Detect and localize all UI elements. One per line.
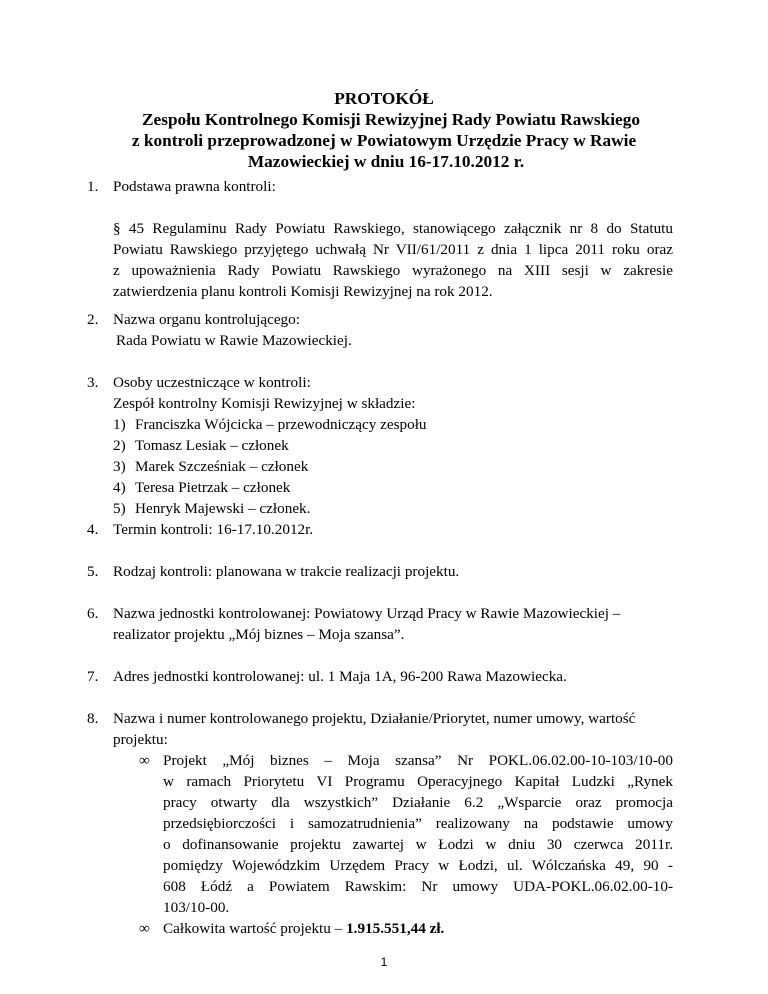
bullet-line: o dofinansowanie projektu zawartej w Łodzi w dniu 30 czerwca 2011r. <box>163 836 673 853</box>
project-bullet-list <box>139 750 673 939</box>
section-text-line: projektu: <box>113 731 168 748</box>
member-name: Tomasz Lesiak – członek <box>135 437 289 454</box>
list-item-number: 5) <box>113 500 126 517</box>
member-list <box>113 414 673 519</box>
section-text-line: realizator projektu „Mój biznes – Moja szansa”. <box>113 626 405 643</box>
section-number: 4. <box>87 521 99 538</box>
section-number: 7. <box>87 668 99 685</box>
bullet-line: 103/10-00. <box>163 899 230 916</box>
bullet-line: w ramach Priorytetu VI Programu Operacyjnego Kapitał Ludzki „Rynek <box>163 773 673 790</box>
list-item <box>139 918 673 939</box>
member-name: Marek Szcześniak – członek <box>135 458 309 475</box>
list-item-number: 3) <box>113 458 126 475</box>
list-item <box>113 456 673 477</box>
section-text-line: Nazwa i numer kontrolowanego projektu, Działanie/Priorytet, numer umowy, wartość <box>113 710 636 727</box>
section-3-participants <box>87 372 673 519</box>
infinity-bullet-icon: ∞ <box>139 752 150 769</box>
project-total-value: 1.915.551,44 zł. <box>346 920 445 937</box>
section-2-controlling-body <box>87 309 673 351</box>
section-number: 2. <box>87 311 99 328</box>
section-value: Rada Powiatu w Rawie Mazowieckiej. <box>116 332 352 349</box>
page-number: 1 <box>380 955 388 969</box>
section-6-controlled-unit <box>87 603 673 645</box>
bullet-line: przedsiębiorczości i samozatrudnienia” realizowany na podstawie umowy <box>163 815 673 832</box>
list-item <box>113 498 673 519</box>
list-item-number: 4) <box>113 479 126 496</box>
section-label: Nazwa organu kontrolującego: <box>113 311 300 328</box>
infinity-bullet-icon: ∞ <box>139 920 150 937</box>
section-text: Termin kontroli: 16-17.10.2012r. <box>113 521 314 538</box>
bullet-line: 608 Łódź a Powiatem Rawskim: Nr umowy UDA-POKL.06.02.00-10- <box>163 878 673 895</box>
member-name: Teresa Pietrzak – członek <box>135 479 291 496</box>
bullet-line: pomiędzy Wojewódzkim Urzędem Pracy w Łodzi, ul. Wólczańska 49, 90 - <box>163 857 673 874</box>
list-item <box>113 414 673 435</box>
bullet-line: Projekt „Mój biznes – Moja szansa” Nr POKL.06.02.00-10-103/10-00 <box>163 752 673 769</box>
section-number: 5. <box>87 563 99 580</box>
section-number: 8. <box>87 710 99 727</box>
section-4-control-date <box>87 519 673 540</box>
legal-basis-paragraph <box>113 218 673 302</box>
title-line-3: z kontroli przeprowadzonej w Powiatowym Urzędzie Pracy w Rawie <box>131 131 637 150</box>
section-label: Osoby uczestniczące w kontroli: <box>113 374 311 391</box>
section-text-line: Nazwa jednostki kontrolowanej: Powiatowy Urząd Pracy w Rawie Mazowieckiej – <box>113 605 621 622</box>
paragraph-line: § 45 Regulaminu Rady Powiatu Rawskiego, stanowiącego załącznik nr 8 do Statutu <box>113 220 673 237</box>
title-line-2: Zespołu Kontrolnego Komisji Rewizyjnej Rady Powiatu Rawskiego <box>142 110 640 129</box>
section-8-project-details <box>87 708 673 939</box>
section-1-legal-basis <box>87 176 673 302</box>
paragraph-line: zatwierdzenia planu kontroli Komisji Rewizyjnej na rok 2012. <box>113 283 493 300</box>
section-label: Podstawa prawna kontroli: <box>113 178 276 195</box>
member-name: Franciszka Wójcicka – przewodniczący zespołu <box>135 416 427 433</box>
section-number: 3. <box>87 374 99 391</box>
paragraph-line: Powiatu Rawskiego przyjętego uchwałą Nr VII/61/2011 z dnia 1 lipca 2011 roku oraz <box>113 241 673 258</box>
document-title <box>0 88 768 172</box>
paragraph-line: z upoważnienia Rady Powiatu Rawskiego wyrażonego na XIII sesji w zakresie <box>113 262 673 279</box>
member-name: Henryk Majewski – członek. <box>135 500 311 517</box>
section-5-control-type <box>87 561 673 582</box>
section-text: Rodzaj kontroli: planowana w trakcie realizacji projektu. <box>113 563 460 580</box>
title-line-1: PROTOKÓŁ <box>334 89 434 108</box>
list-item <box>113 435 673 456</box>
list-item <box>139 750 673 918</box>
section-7-unit-address <box>87 666 673 687</box>
section-text: Adres jednostki kontrolowanej: ul. 1 Maja 1A, 96-200 Rawa Mazowiecka. <box>113 668 567 685</box>
list-item-number: 1) <box>113 416 126 433</box>
list-item <box>113 477 673 498</box>
project-value-label: Całkowita wartość projektu – <box>163 920 347 937</box>
section-number: 1. <box>87 178 99 195</box>
list-item-number: 2) <box>113 437 126 454</box>
section-subtitle: Zespół kontrolny Komisji Rewizyjnej w składzie: <box>113 395 416 412</box>
title-line-4: Mazowieckiej w dniu 16-17.10.2012 r. <box>247 152 525 171</box>
bullet-text <box>163 750 673 918</box>
bullet-line: pracy otwarty dla wszystkich” Działanie 6.2 „Wsparcie oraz promocja <box>163 794 673 811</box>
section-number: 6. <box>87 605 99 622</box>
